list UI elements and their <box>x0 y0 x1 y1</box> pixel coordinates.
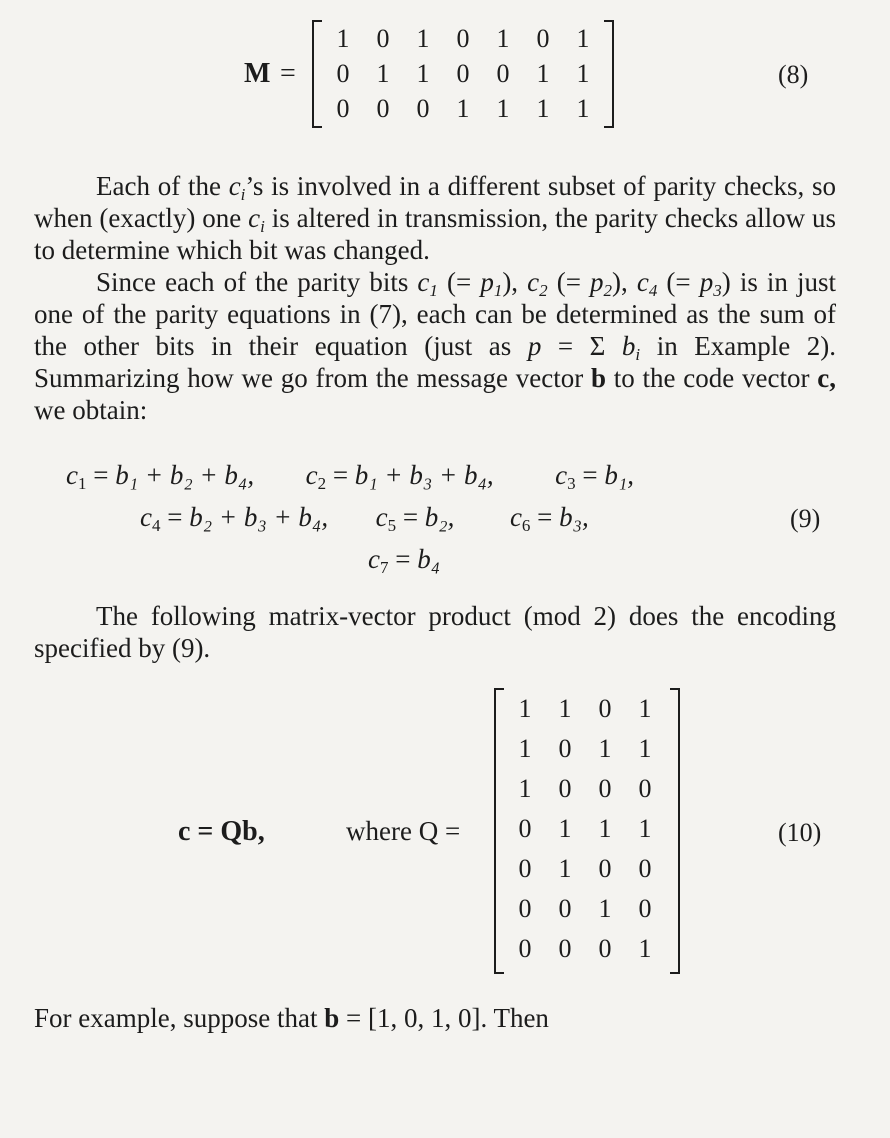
matrix-cell: 0 <box>598 934 612 963</box>
eq10-lhs: c = Qb, <box>178 816 265 847</box>
matrix-cell: 0 <box>536 24 550 53</box>
matrix-cell: 1 <box>558 854 572 883</box>
matrix-cell: 1 <box>416 59 430 88</box>
matrix-cell: 0 <box>496 59 510 88</box>
matrix-cell: 1 <box>598 894 612 923</box>
matrix-cell: 0 <box>558 774 572 803</box>
eq8-equals: = <box>280 58 296 89</box>
matrix-cell: 1 <box>638 694 652 723</box>
matrix-cell: 0 <box>558 734 572 763</box>
matrix-cell: 0 <box>336 59 350 88</box>
matrix-cell: 1 <box>536 94 550 123</box>
matrix-cell: 0 <box>598 694 612 723</box>
matrix-cell: 1 <box>638 934 652 963</box>
paragraph-4: For example, suppose that b = [1, 0, 1, 0]. Then <box>34 1003 549 1033</box>
matrix-cell: 1 <box>576 59 590 88</box>
paragraph-3: The following matrix-vector product (mod 2) does the encoding specified by (9). <box>34 601 836 663</box>
matrix-cell: 0 <box>456 59 470 88</box>
matrix-cell: 0 <box>518 814 532 843</box>
matrix-cell: 0 <box>376 24 390 53</box>
matrix-cell: 1 <box>598 814 612 843</box>
matrix-cell: 0 <box>598 774 612 803</box>
matrix-cell: 1 <box>536 59 550 88</box>
matrix-cell: 1 <box>376 59 390 88</box>
eq9-line-1: $c_1 = b_1 + b_2 + b_4$, $c_2 = b_1 + b_3 + b_4$, $c_3 = b_1$, <box>66 460 635 493</box>
matrix-cell: 0 <box>558 894 572 923</box>
p1-text-2: ’s is involved in a different subset of parity checks, so when (exactly) one <box>34 171 837 233</box>
matrix-cell: 0 <box>416 94 430 123</box>
equation-number-9: (9) <box>790 504 821 533</box>
matrix-cell: 0 <box>518 894 532 923</box>
matrix-cell: 1 <box>638 734 652 763</box>
matrix-cell: 1 <box>456 94 470 123</box>
left-bracket <box>312 20 322 128</box>
matrix-cell: 0 <box>336 94 350 123</box>
matrix-cell: 1 <box>496 94 510 123</box>
eq8-lhs: M <box>244 58 271 89</box>
p1-text-1: Each of the <box>96 171 229 201</box>
matrix-cell: 1 <box>336 24 350 53</box>
p1-ci: $c_i$ <box>228 171 246 204</box>
matrix-cell: 1 <box>598 734 612 763</box>
matrix-cell: 1 <box>558 694 572 723</box>
matrix-cell: 0 <box>638 854 652 883</box>
matrix-M <box>312 20 614 128</box>
matrix-cell: 1 <box>576 24 590 53</box>
equation-number-10: (10) <box>778 818 822 847</box>
right-bracket <box>670 688 680 974</box>
right-bracket <box>604 20 614 128</box>
matrix-cell: 1 <box>518 734 532 763</box>
matrix-cell: 1 <box>496 24 510 53</box>
matrix-cell: 0 <box>598 854 612 883</box>
eq9-line-3: $c_7 = b_4$ <box>368 544 441 577</box>
matrix-cell: 0 <box>518 934 532 963</box>
matrix-cell: 1 <box>518 694 532 723</box>
matrix-cell: 0 <box>638 894 652 923</box>
p1-text-3: is altered in transmission, the parity checks allow us to determine which bit was changed. <box>34 203 836 265</box>
p1-ci-2: $c_i$ <box>248 203 265 236</box>
eq9-line-2: $c_4 = b_2 + b_3 + b_4$, $c_5 = b_2$, $c_6 = b_3$, <box>140 502 589 535</box>
matrix-cell: 1 <box>518 774 532 803</box>
paragraph-1 <box>34 170 836 266</box>
matrix-cell: 0 <box>456 24 470 53</box>
matrix-Q <box>494 688 680 974</box>
matrix-cell: 0 <box>558 934 572 963</box>
matrix-cell: 1 <box>576 94 590 123</box>
matrix-cell: 1 <box>416 24 430 53</box>
matrix-cell: 0 <box>518 854 532 883</box>
paragraph-2: Since each of the parity bits $c_1$ (= $p_1$), $c_2$ (= $p_2$), $c_4$ (= $p_3$) is in just one of the parity equations in (7), each can be determined as the sum of the other bits in their equation (just as p = Σ $b_i$ in Example 2). Summarizing how we go from the message vector b to the code vector c, we obtain: <box>34 267 837 425</box>
matrix-cell: 1 <box>558 814 572 843</box>
equation-number-8: (8) <box>778 60 809 89</box>
matrix-cell: 1 <box>638 814 652 843</box>
eq10-where: where Q = <box>346 816 461 846</box>
left-bracket <box>494 688 504 974</box>
matrix-cell: 0 <box>638 774 652 803</box>
matrix-cell: 0 <box>376 94 390 123</box>
